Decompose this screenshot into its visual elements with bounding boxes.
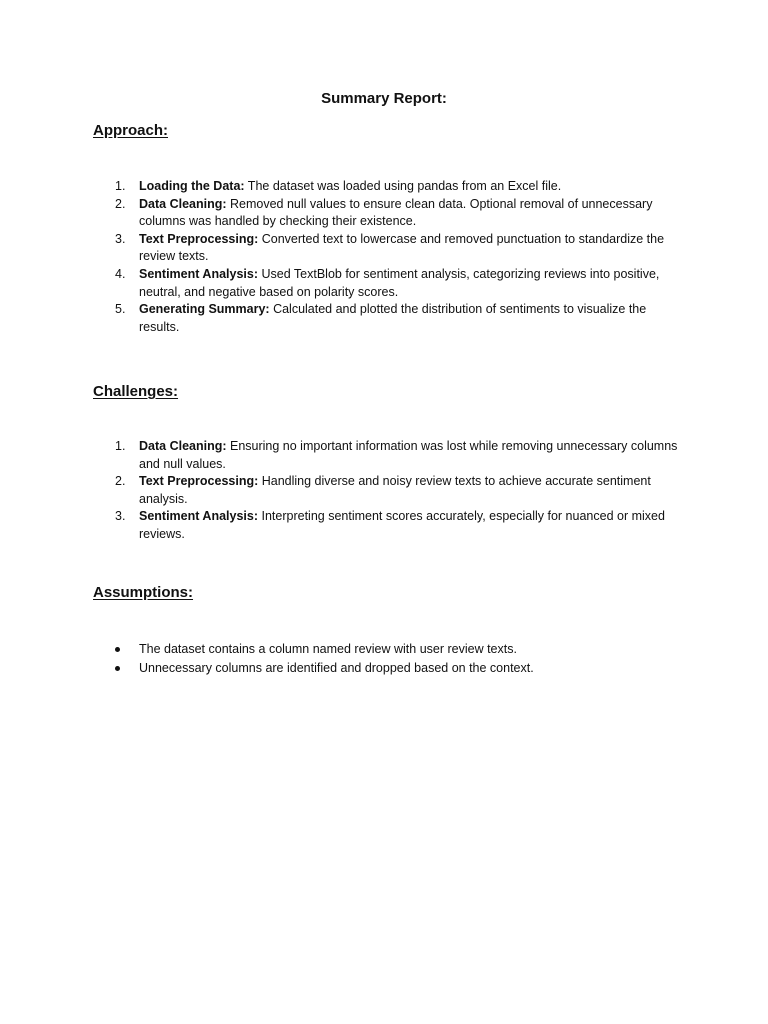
item-label: Text Preprocessing: <box>139 231 259 246</box>
list-number: 3. <box>115 231 126 246</box>
item-text: Converted text to lowercase and removed punctuation to standardize the review texts. <box>139 231 665 264</box>
challenge-item <box>93 508 678 543</box>
item-text: Interpreting sentiment scores accurately, especially for nuanced or mixed reviews. <box>139 509 665 541</box>
assumptions-heading: Assumptions: <box>93 584 194 601</box>
page-title: Summary Report: <box>321 90 447 107</box>
bullet-icon <box>115 666 120 671</box>
item-text: Ensuring no important information was lost while removing unnecessary columns and null values. <box>139 439 678 471</box>
list-number: 2. <box>115 196 126 211</box>
approach-heading: Approach: <box>93 122 168 139</box>
challenges-list <box>93 438 678 544</box>
item-label: Sentiment Analysis: <box>139 266 259 281</box>
approach-item <box>93 301 678 336</box>
approach-item <box>93 266 678 301</box>
item-label: Text Preprocessing: <box>139 474 259 489</box>
item-label: Data Cleaning: <box>139 196 227 211</box>
item-label: Loading the Data: <box>139 179 245 193</box>
list-number: 3. <box>115 509 126 524</box>
item-label: Sentiment Analysis: <box>139 509 259 524</box>
item-text: Calculated and plotted the distribution of sentiments to visualize the results. <box>139 302 647 334</box>
list-number: 5. <box>115 302 126 317</box>
item-text: The dataset was loaded using pandas from an Excel file. <box>244 179 562 193</box>
bullet-icon <box>115 647 120 652</box>
challenge-item <box>93 438 678 473</box>
item-label: Generating Summary: <box>139 302 270 317</box>
challenges-heading: Challenges: <box>93 383 179 400</box>
approach-item <box>93 178 678 196</box>
list-number: 4. <box>115 266 126 281</box>
item-text: Used TextBlob for sentiment analysis, categorizing reviews into positive, neutral, and negative based on polarity scores. <box>139 266 660 299</box>
item-text: Handling diverse and noisy review texts to achieve accurate sentiment analysis. <box>139 474 651 506</box>
item-text: Removed null values to ensure clean data. Optional removal of unnecessary columns was handled by checking their existence. <box>139 196 653 229</box>
challenge-item <box>93 473 678 508</box>
list-number: 2. <box>115 474 126 489</box>
assumptions-list <box>93 641 678 679</box>
approach-item <box>93 196 678 231</box>
item-text: Unnecessary columns are identified and dropped based on the context. <box>139 660 534 675</box>
list-number: 1. <box>115 439 126 453</box>
approach-list <box>93 178 678 336</box>
list-number: 1. <box>115 179 126 193</box>
approach-item <box>93 231 678 266</box>
item-label: Data Cleaning: <box>139 439 227 453</box>
item-text: The dataset contains a column named review with user review texts. <box>139 642 517 656</box>
assumption-item <box>93 641 678 659</box>
assumption-item <box>93 660 678 678</box>
